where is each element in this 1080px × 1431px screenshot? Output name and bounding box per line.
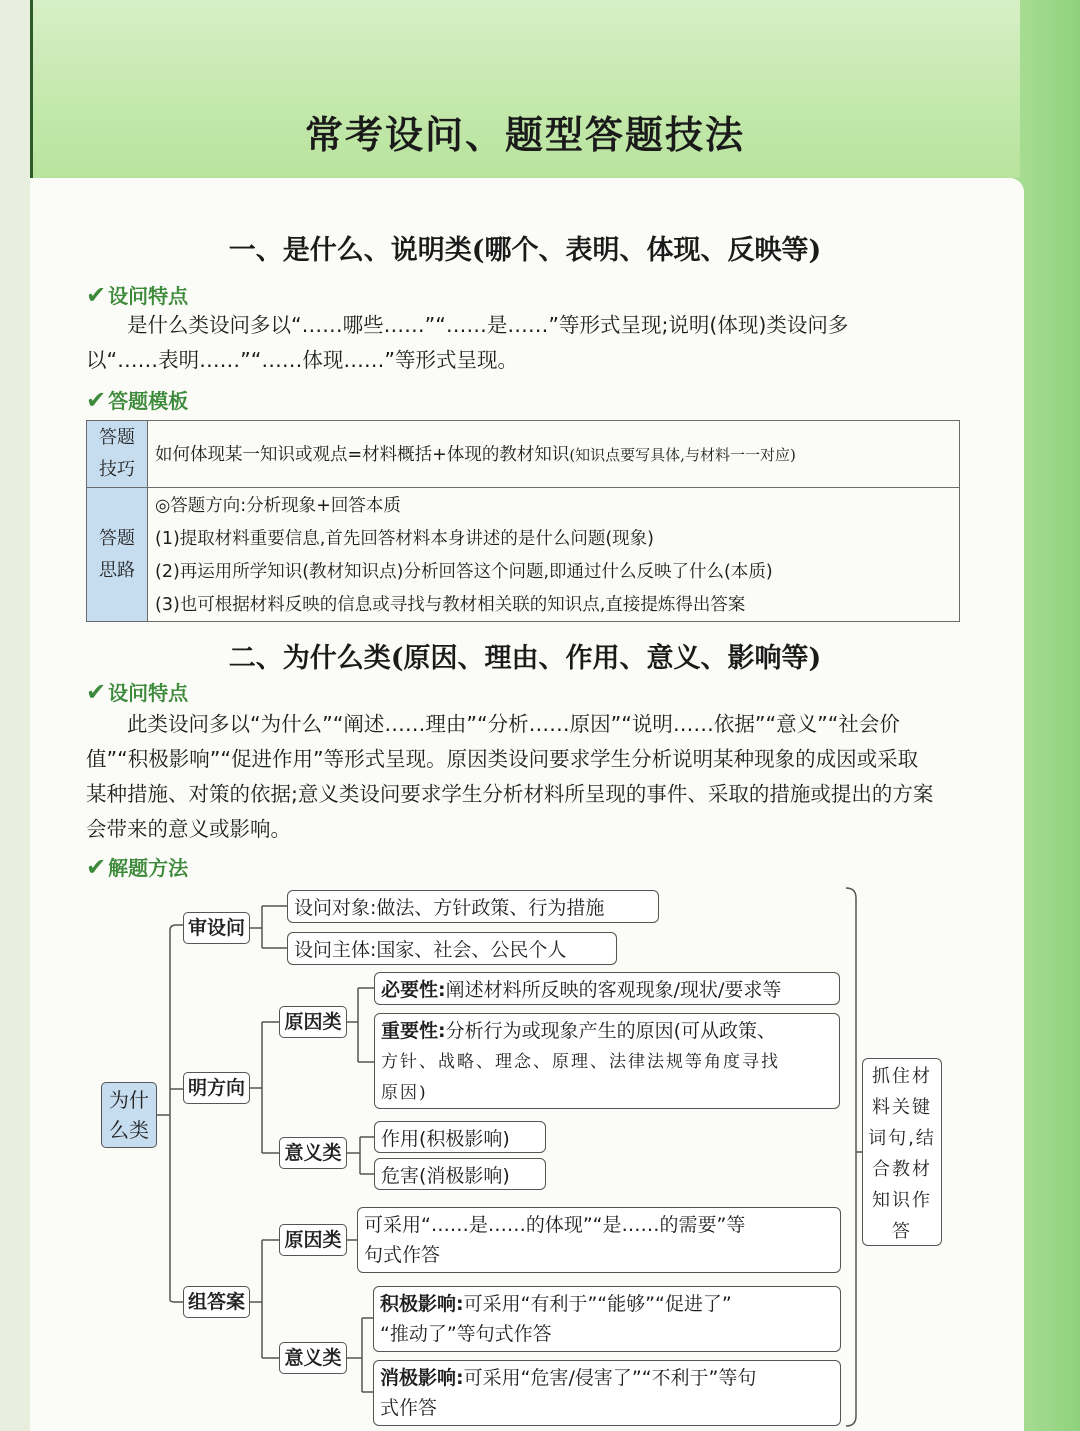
node-compose-answer: 组答案 xyxy=(183,1286,250,1318)
section1-feature-label-text: 设问特点 xyxy=(108,284,189,308)
table-step-1: (1)提取材料重要信息,首先回答材料本身讲述的是什么问题(现象) xyxy=(155,529,655,549)
negative-impact-text-1: 可采用“危害/侵害了”“不利于”等句 xyxy=(463,1367,757,1389)
side-note-box xyxy=(862,1058,942,1246)
node-direction-meaning: 意义类 xyxy=(279,1137,347,1169)
necessity-label: 必要性: xyxy=(381,979,446,1001)
necessity-box xyxy=(374,972,840,1005)
table-step-2: (2)再运用所学知识(教材知识点)分析回答这个问题,即通过什么反映了什么(本质) xyxy=(155,562,773,582)
answer-reason-text-1: 可采用“……是……的体现”“是……的需要”等 xyxy=(364,1214,746,1236)
negative-impact-text-2: 式作答 xyxy=(380,1397,438,1419)
positive-role-box xyxy=(374,1121,546,1153)
node-answer-reason: 原因类 xyxy=(279,1224,347,1256)
section2-feature-label-text: 设问特点 xyxy=(108,681,189,705)
answer-reason-box xyxy=(357,1207,841,1273)
section2-method-label-text: 解题方法 xyxy=(108,856,189,880)
section2-feature-line2: 值”“积极影响”“促进作用”等形式呈现。原因类设问要求学生分析说明某种现象的成因或采取 xyxy=(86,747,919,771)
section1-heading: 一、是什么、说明类(哪个、表明、体现、反映等) xyxy=(228,235,822,266)
importance-text-1: 分析行为或现象产生的原因(可从政策、 xyxy=(445,1020,777,1042)
importance-text-2: 方针、战略、理念、原理、法律法规等角度寻找 xyxy=(381,1052,780,1072)
question-subject-box xyxy=(287,932,617,965)
necessity-text: 阐述材料所反映的客观现象/现状/要求等 xyxy=(445,979,782,1001)
positive-impact-text-2: “推动了”等句式作答 xyxy=(380,1323,552,1345)
negative-impact-label: 消极影响: xyxy=(380,1367,464,1389)
importance-box xyxy=(374,1013,840,1109)
table-direction: ◎答题方向:分析现象+回答本质 xyxy=(155,496,401,516)
section1-feature-line1: 是什么类设问多以“……哪些……”“……是……”等形式呈现;说明(体现)类设问多 xyxy=(127,313,849,337)
section2-heading: 二、为什么类(原因、理由、作用、意义、影响等) xyxy=(228,643,822,674)
importance-label: 重要性: xyxy=(381,1020,446,1042)
check-icon: ✔ xyxy=(86,677,107,706)
check-icon: ✔ xyxy=(86,852,107,881)
node-clarify-direction: 明方向 xyxy=(183,1072,250,1104)
harm-box xyxy=(374,1158,546,1190)
positive-impact-box xyxy=(373,1286,841,1352)
section2-feature-line4: 会带来的意义或影响。 xyxy=(86,817,291,841)
harm-text: 危害(消极影响) xyxy=(381,1165,510,1187)
table-header-approach-text: 答题思路 xyxy=(99,527,135,581)
importance-text-3: 原因) xyxy=(381,1083,428,1103)
section1-feature-line2: 以“……表明……”“……体现……”等形式呈现。 xyxy=(86,348,518,372)
answer-reason-text-2: 句式作答 xyxy=(364,1244,441,1266)
positive-impact-text-1: 可采用“有利于”“能够”“促进了” xyxy=(463,1293,732,1315)
section2-feature-line3: 某种措施、对策的依据;意义类设问要求学生分析材料所呈现的事件、采取的措施或提出的方案 xyxy=(86,782,934,806)
mindmap-root: 为什么类 xyxy=(101,1082,157,1148)
table-technique-note: (知识点要写具体,与材料一一对应) xyxy=(569,446,796,464)
question-object-box xyxy=(287,890,659,923)
positive-impact-label: 积极影响: xyxy=(380,1293,464,1315)
node-direction-reason: 原因类 xyxy=(279,1006,347,1038)
positive-role-text: 作用(积极影响) xyxy=(381,1128,510,1150)
negative-impact-box xyxy=(373,1360,841,1426)
table-technique-main: 如何体现某一知识或观点=材料概括+体现的教材知识 xyxy=(155,445,570,465)
section2-feature-line1: 此类设问多以“为什么”“阐述……理由”“分析……原因”“说明……依据”“意义”“社会价 xyxy=(127,712,900,736)
table-header-technique-text: 答题技巧 xyxy=(99,427,135,480)
node-review-question: 审设问 xyxy=(183,912,250,944)
check-icon: ✔ xyxy=(86,280,107,309)
section1-template-label-text: 答题模板 xyxy=(108,389,189,413)
page-title: 常考设问、题型答题技法 xyxy=(304,113,745,157)
check-icon: ✔ xyxy=(86,385,107,414)
question-subject-text: 设问主体:国家、社会、公民个人 xyxy=(294,939,567,961)
node-answer-meaning: 意义类 xyxy=(279,1342,347,1374)
table-step-3: (3)也可根据材料反映的信息或寻找与教材相关联的知识点,直接提炼得出答案 xyxy=(155,595,746,615)
question-object-text: 设问对象:做法、方针政策、行为措施 xyxy=(294,897,605,919)
side-note-text: 抓住材料关键词句,结合教材知识作答 xyxy=(868,1066,936,1242)
